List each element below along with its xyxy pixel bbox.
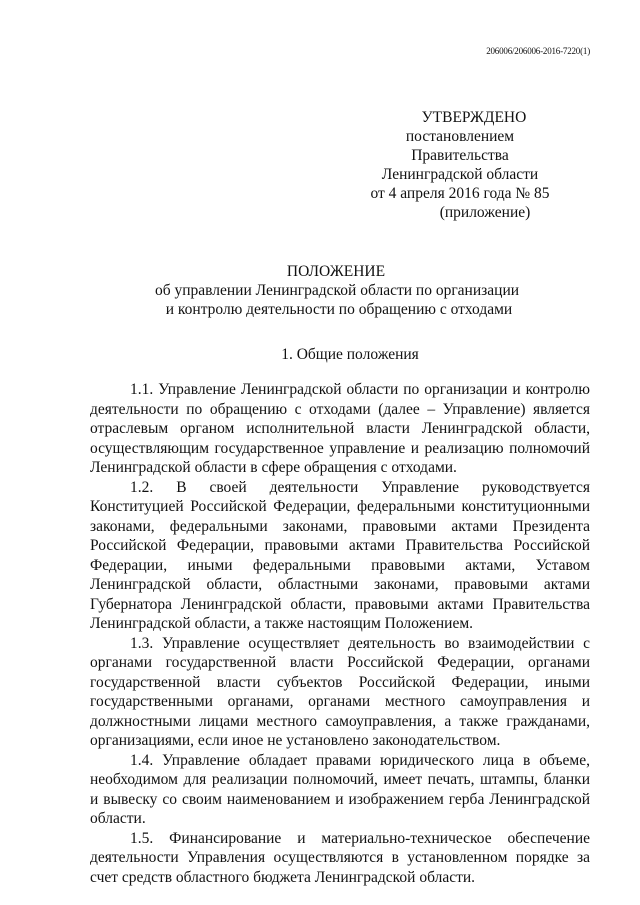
section-body <box>90 380 590 887</box>
approval-line-1: постановлением Правительства <box>405 128 515 164</box>
paragraph-1-4: 1.4. Управление обладает правами юридического лица в объеме, необходимом для реализации полномочий, имеет печать, штампы, бланки и вывеску со своим наименованием и изображением герба Ленинградской области. <box>90 751 590 827</box>
paragraph-1-1: 1.1. Управление Ленинградской области по организации и контролю деятельности по обращению с отходами (далее – Управление) является отраслевым органом исполнительной власти Ленинградской области, осуществляющим государственное управление и реализацию полномочий Ленинградской области в сфере обращения с отходами. <box>90 381 590 476</box>
paragraph-1-2: 1.2. В своей деятельности Управление руководствуется Конституцией Российской Федерации, федеральными конституционными законами, федеральными законами, правовыми актами Президента Российской Федерации, правовыми актами Правительства Российской Федерации, иными федеральными правовыми актами, Уставом Ленинградской области, областными законами, правовыми актами Губернатора Ленинградской области, правовыми актами Правительства Ленинградской области, а также настоящим Положением. <box>90 478 590 632</box>
title-subtitle-1: об управлении Ленинградской области по организации <box>154 282 520 299</box>
paragraph-1-5: 1.5. Финансирование и материально-техническое обеспечение деятельности Управления осуществляются в установленном порядке за счет средств областного бюджета Ленинградской области. <box>90 829 590 886</box>
title-subtitle-2: и контролю деятельности по обращению с отходами <box>165 301 513 318</box>
section-heading: 1. Общие положения <box>281 346 419 363</box>
approval-block <box>370 108 550 222</box>
document-id: 206006/206006-2016-7220(1) <box>486 46 590 56</box>
title-heading: ПОЛОЖЕНИЕ <box>286 263 386 280</box>
paragraph-1-3: 1.3. Управление осуществляет деятельность во взаимодействии с органами государственной власти Российской Федерации, органами государственной власти субъектов Российской Федерации, иными государственными органами, органами местного самоуправления и должностными лицами местного самоуправления, а также гражданами, организациями, если иное не установлено законодательством. <box>90 634 590 749</box>
document-title <box>0 262 640 319</box>
approval-stamp: УТВЕРЖДЕНО <box>421 109 527 126</box>
approval-line-4: (приложение) <box>439 204 531 221</box>
approval-line-2: Ленинградской области <box>381 166 539 183</box>
approval-line-3: от 4 апреля 2016 года № 85 <box>370 185 550 202</box>
